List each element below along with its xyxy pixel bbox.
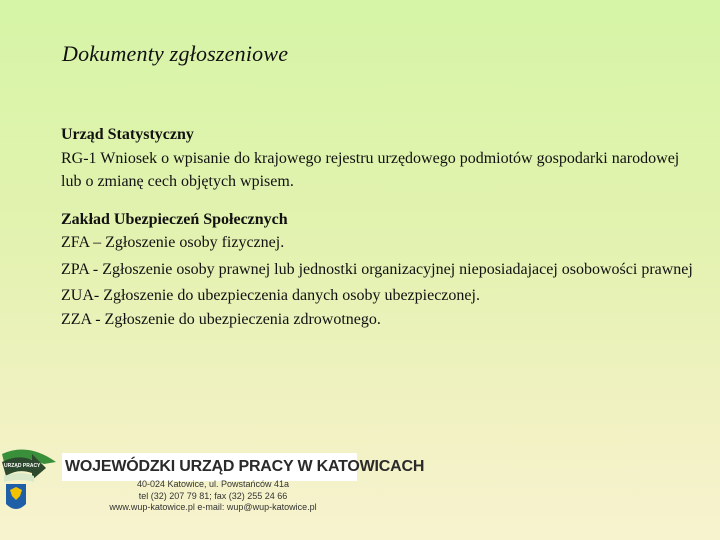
section-gus <box>61 123 701 194</box>
section-heading: Urząd Statystyczny <box>61 126 194 143</box>
document-item-zza: ZZA - Zgłoszenie do ubezpieczenia zdrowotnego. <box>61 310 381 328</box>
page-title: Dokumenty zgłoszeniowe <box>62 41 289 66</box>
svg-text:URZĄD PRACY: URZĄD PRACY <box>4 463 41 469</box>
document-body <box>61 123 701 345</box>
section-heading: Zakład Ubezpieczeń Społecznych <box>61 210 288 228</box>
document-item-zpa: ZPA - Zgłoszenie osoby prawnej lub jednostki organizacyjnej nieposiadajacej osobowości prawnej <box>61 260 693 278</box>
section-zus <box>61 208 701 332</box>
wup-badge-text <box>4 461 44 469</box>
document-item-zfa: ZFA – Zgłoszenie osoby fizycznej. <box>61 234 285 251</box>
logo-web: www.wup-katowice.pl e-mail: wup@wup-katowice.pl <box>109 502 317 512</box>
document-item-rg1: RG-1 Wniosek o wpisanie do krajowego rejestru urzędowego podmiotów gospodarki narodowej lub o zmianę cech objętych wpisem. <box>61 149 680 190</box>
logo-institution-name: WOJEWÓDZKI URZĄD PRACY W KATOWICACH <box>62 453 357 481</box>
document-item-zua: ZUA- Zgłoszenie do ubezpieczenia danych osoby ubezpieczonej. <box>61 287 480 304</box>
wup-emblem-icon <box>0 440 62 520</box>
logo-address: 40-024 Katowice, ul. Powstańców 41a <box>136 479 290 489</box>
logo-phone: tel (32) 207 79 81; fax (32) 255 24 66 <box>138 490 288 501</box>
logo-contact-info <box>93 479 333 514</box>
